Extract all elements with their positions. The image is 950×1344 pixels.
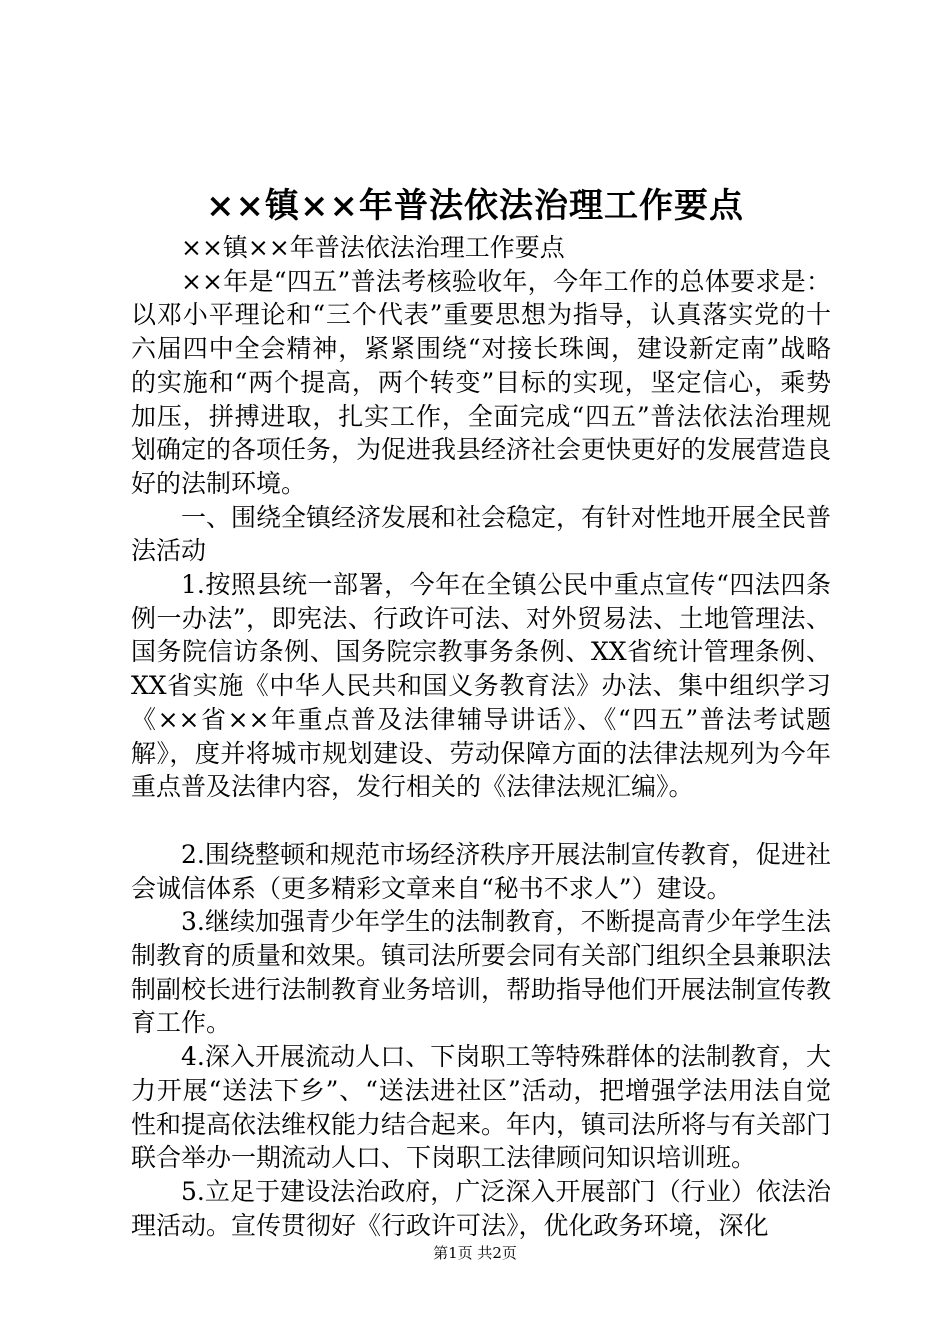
page-number-footer: 第1页 共2页 bbox=[433, 1244, 517, 1262]
item-paragraph-5: 5.立足于建设法治政府，广泛深入开展部门（行业）依法治理活动。宣传贯彻好《行政许可法》，优化政务环境，深化 bbox=[131, 1176, 831, 1240]
item-paragraph-4: 4.深入开展流动人口、下岗职工等特殊群体的法制教育，大力开展“送法下乡”、“送法进社区”活动，把增强学法用法自觉性和提高依法维权能力结合起来。年内，镇司法所将与有关部门联合举办一期流动人口、下岗职工法律顾问知识培训班。 bbox=[131, 1042, 832, 1173]
document-body bbox=[131, 231, 831, 1242]
intro-paragraph: ××年是“四五”普法考核验收年，今年工作的总体要求是：以邓小平理论和“三个代表”重要思想为指导，认真落实党的十六届四中全会精神，紧紧围绕“对接长珠闽，建设新定南”战略的实施和“两个提高，两个转变”目标的实现，坚定信心，乘势加压，拼搏进取，扎实工作，全面完成“四五”普法依法治理规划确定的各项任务，为促进我县经济社会更快更好的发展营造良好的法制环境。 bbox=[131, 266, 832, 498]
document-title: ××镇××年普法依法治理工作要点 bbox=[206, 186, 744, 226]
item-paragraph-1: 1.按照县统一部署，今年在全镇公民中重点宣传“四法四条例一办法”，即宪法、行政许可法、对外贸易法、土地管理法、国务院信访条例、国务院宗教事务条例、XX省统计管理条例、XX省实施《中华人民共和国义务教育法》办法、集中组织学习《××省××年重点普及法律辅导讲话》、《“四五”普法考试题解》，度并将城市规划建设、劳动保障方面的法律法规列为今年重点普及法律内容，发行相关的《法律法规汇编》。 bbox=[131, 570, 831, 802]
section-heading: 一、围绕全镇经济发展和社会稳定，有针对性地开展全民普法活动 bbox=[131, 502, 832, 566]
item-paragraph-2: 2.围绕整顿和规范市场经济秩序开展法制宣传教育，促进社会诚信体系（更多精彩文章来自“秘书不求人”）建设。 bbox=[131, 839, 831, 903]
subtitle-paragraph: ××镇××年普法依法治理工作要点 bbox=[181, 233, 565, 262]
item-paragraph-3: 3.继续加强青少年学生的法制教育，不断提高青少年学生法制教育的质量和效果。镇司法所要会同有关部门组织全县兼职法制副校长进行法制教育业务培训，帮助指导他们开展法制宣传教育工作。 bbox=[131, 907, 832, 1038]
